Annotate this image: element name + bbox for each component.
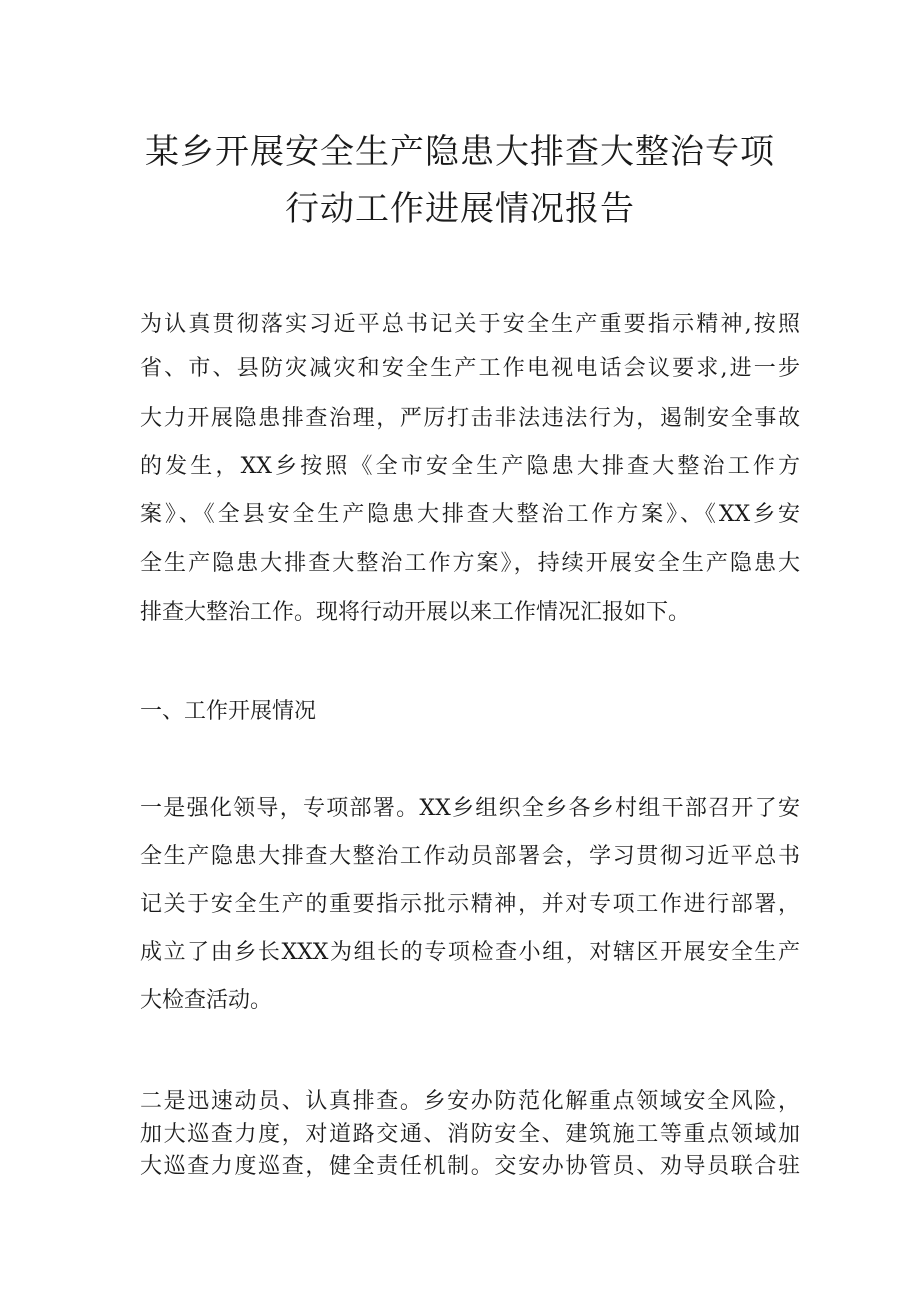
intro-line: 省、市、县防灾减灾和安全生产工作电视电话会议要求,进一步 <box>140 356 800 381</box>
document-title-line-1: 某乡开展安全生产隐患大排查大整治专项 <box>145 132 775 172</box>
intro-line: 的发生，XX乡按照《全市安全生产隐患大排查大整治工作方 <box>140 454 800 479</box>
para1-line: 成立了由乡长XXX为组长的专项检查小组，对辖区开展安全生产 <box>140 940 800 965</box>
intro-line: 排查大整治工作。现将行动开展以来工作情况汇报如下。 <box>140 600 691 625</box>
para2-line: 加大巡查力度，对道路交通、消防安全、建筑施工等重点领域加 <box>140 1122 800 1147</box>
intro-line: 大力开展隐患排查治理，严厉打击非法违法行为，遏制安全事故 <box>140 406 800 431</box>
intro-line: 全生产隐患大排查大整治工作方案》，持续开展安全生产隐患大 <box>140 551 800 576</box>
document-title-line-2: 行动工作进展情况报告 <box>285 189 635 229</box>
para2-line: 大巡查力度巡查，健全责任机制。交安办协管员、劝导员联合驻 <box>140 1154 800 1179</box>
intro-line: 案》、《全县安全生产隐患大排查大整治工作方案》、《XX乡安 <box>140 502 800 527</box>
para1-line: 一是强化领导，专项部署。XX乡组织全乡各乡村组干部召开了安 <box>140 796 800 821</box>
intro-line: 为认真贯彻落实习近平总书记关于安全生产重要指示精神,按照 <box>140 312 800 337</box>
section-heading: 一、工作开展情况 <box>140 699 317 724</box>
para2-line: 二是迅速动员、认真排查。乡安办防范化解重点领域安全风险， <box>140 1089 800 1114</box>
para1-line: 全生产隐患大排查大整治工作动员部署会，学习贯彻习近平总书 <box>140 844 800 869</box>
para1-line: 大检查活动。 <box>140 988 273 1013</box>
para1-line: 记关于安全生产的重要指示批示精神，并对专项工作进行部署， <box>140 892 800 917</box>
